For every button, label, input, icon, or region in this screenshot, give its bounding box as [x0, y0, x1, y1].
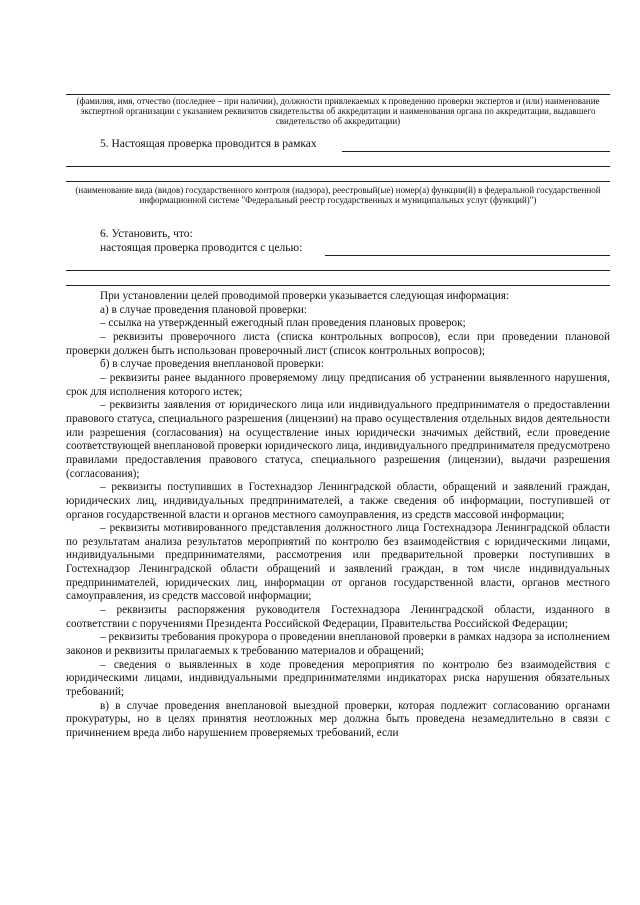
- item-6-rule-3: [66, 285, 610, 286]
- paragraph: – сведения о выявленных в ходе проведения мероприятия по контролю без взаимодействия с юридическими лицами, индивидуальными предпринимателями индикаторах риска нарушения обязательных требований;: [66, 658, 610, 699]
- item-5-rule-3: [66, 181, 610, 182]
- control-type-caption: (наименование вида (видов) государственного контроля (надзора), реестровый(ые) номер(а) функции(й) в федеральной государственной информационной системе "Федеральный реестр государственных и муниципальных услуг (функций)"): [75, 185, 601, 205]
- item-6-fill-line: [325, 255, 610, 256]
- item-6-purpose-label: настоящая проверка проводится с целью:: [100, 242, 303, 254]
- paragraph: – реквизиты поступивших в Гостехнадзор Ленинградской области, обращений и заявлений граждан, юридических лиц, индивидуальных предпринимателей, а также сведения об информации, поступившей от органов государственной власти и органов местного самоуправления, из средств массовой информации;: [66, 481, 610, 521]
- top-rule: [66, 94, 610, 95]
- paragraph: – реквизиты распоряжения руководителя Гостехнадзора Ленинградской области, изданного в соответствии с поручениями Президента Российской Федерации, Правительства Российской Федерации;: [66, 604, 610, 630]
- paragraph: – реквизиты проверочного листа (списка контрольных вопросов), если при проведении плановой проверки должен быть использован проверочный лист (список контрольных вопросов);: [66, 330, 610, 357]
- paragraph: – реквизиты требования прокурора о проведении внеплановой проверки в рамках надзора за исполнением законов и реквизиты прилагаемых к требованию материалов и обращений;: [66, 631, 610, 658]
- paragraph: При установлении целей проводимой проверки указывается следующая информация:: [100, 290, 510, 302]
- paragraph: – ссылка на утвержденный ежегодный план проведения плановых проверок;: [100, 317, 466, 330]
- paragraph: – реквизиты заявления от юридического лица или индивидуального предпринимателя о предоставлении правового статуса, специального разрешения (лицензии) на право осуществления отдельных видов деятельности или разрешения (согласования) на осуществление иных юридически значимых действий, если проведение соответствующей внеплановой проверки юридического лица, индивидуального предпринимателя предусмотрено правилами предоставления правового статуса, специального разрешения (лицензии), выдачи разрешения (согласования);: [66, 399, 610, 480]
- item-5-rule-2: [66, 166, 610, 167]
- experts-caption: (фамилия, имя, отчество (последнее – при наличии), должности привлекаемых к проведению проверки экспертов и (или) наименование экспертной организации с указанием реквизитов свидетельства об аккредитации и наименования органа по аккредитации, выдавшего свидетельство об аккредитации): [76, 96, 600, 126]
- paragraph: б) в случае проведения внеплановой проверки:: [100, 358, 324, 371]
- paragraph: – реквизиты ранее выданного проверяемому лицу предписания об устранении выявленного нарушения, срок для исполнения которого истек;: [66, 371, 610, 398]
- item-5-fill-line: [342, 151, 610, 152]
- item-6-heading: 6. Установить, что:: [100, 228, 193, 240]
- item-5-label: 5. Настоящая проверка проводится в рамках: [100, 138, 317, 150]
- paragraph: – реквизиты мотивированного представления должностного лица Гостехнадзора Ленинградской области по результатам анализа результатов мероприятий по контролю без взаимодействия с юридическими лицами, индивидуальными предпринимателями, рассмотрения или предварительной проверки поступивших в Гостехнадзор Ленинградской области обращений и заявлений граждан, в том числе индивидуальных предпринимателей, юридических лиц, информации от органов государственной власти, органов местного самоуправления, из средств массовой информации;: [66, 522, 610, 603]
- paragraph: а) в случае проведения плановой проверки:: [100, 303, 308, 316]
- instructions-text: [66, 290, 610, 741]
- item-6-rule-2: [66, 270, 610, 271]
- paragraph: в) в случае проведения внеплановой выездной проверки, которая подлежит согласованию органами прокуратуры, но в целях принятия неотложных мер должна быть проведена незамедлительно в связи с причинением вреда либо нарушением проверяемых требований, если: [66, 699, 610, 739]
